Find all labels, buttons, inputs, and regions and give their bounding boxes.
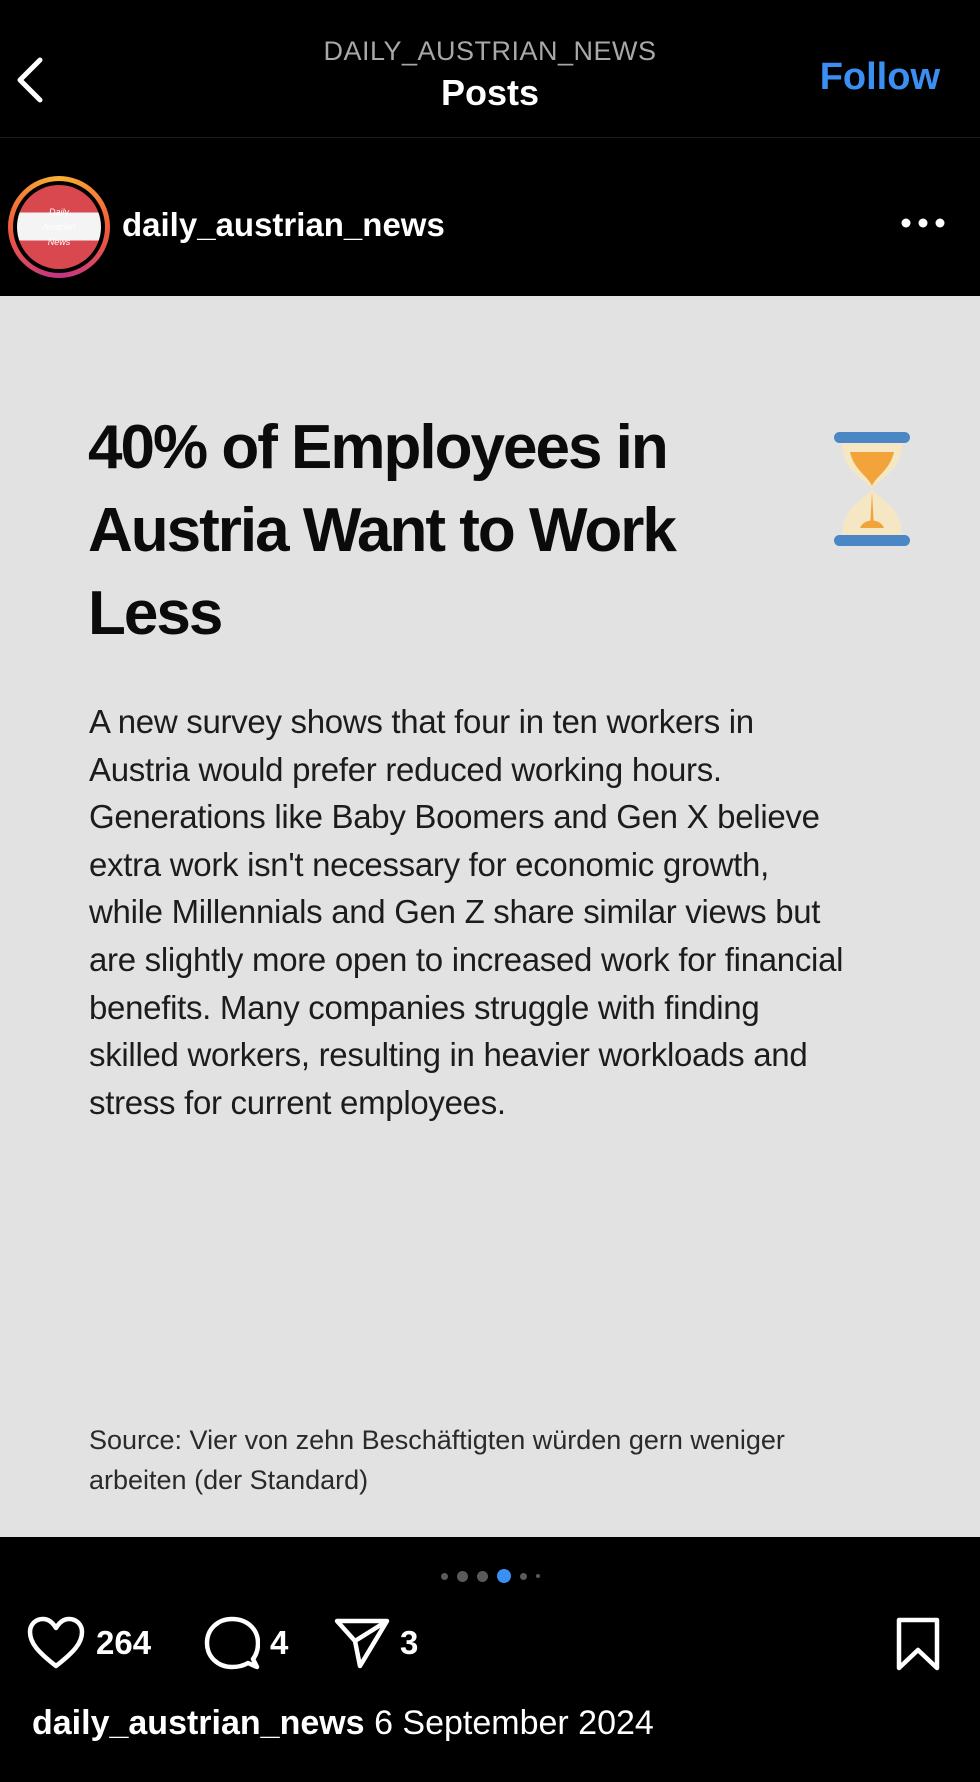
share-button[interactable]: [334, 1615, 418, 1671]
carousel-indicator: [0, 1568, 980, 1584]
post-body-text: A new survey shows that four in ten workers in Austria would prefer reduced working hours. Generations like Baby Boomers and Gen X believe extra work isn't necessary for economic growth, while Millennials and Gen Z share similar views but are slightly more open to increased work for financial benefits. Many companies struggle with finding skilled workers, resulting in heavier workloads and stress for current employees.: [89, 703, 844, 1121]
carousel-dot: [477, 1571, 488, 1582]
header-divider: [0, 137, 980, 138]
like-count: 264: [96, 1624, 152, 1661]
like-button[interactable]: [26, 1615, 151, 1671]
avatar-text-bottom: News: [47, 237, 71, 247]
comment-count: 4: [270, 1624, 289, 1661]
bookmark-icon: [894, 1616, 942, 1672]
comment-icon: [204, 1615, 260, 1671]
send-icon: [334, 1616, 390, 1670]
hourglass-icon: [832, 430, 912, 548]
avatar-image: [17, 185, 101, 269]
post-headline: 40% of Employees in Austria Want to Work Less: [88, 413, 675, 648]
more-options-button[interactable]: [900, 208, 946, 238]
carousel-dot-active: [497, 1569, 511, 1583]
avatar-ring-gap: [13, 181, 105, 273]
carousel-dot: [457, 1571, 468, 1582]
page-title: Posts: [440, 72, 540, 113]
account-label: DAILY_AUSTRIAN_NEWS: [323, 36, 657, 66]
caption-username[interactable]: daily_austrian_news: [32, 1704, 365, 1742]
carousel-dot: [441, 1573, 448, 1580]
caption: [32, 1704, 654, 1743]
post-username[interactable]: daily_austrian_news: [122, 206, 445, 243]
save-button[interactable]: [894, 1616, 942, 1672]
comment-button[interactable]: [204, 1615, 288, 1671]
avatar-text-mid: Austrian: [42, 222, 76, 232]
heart-icon: [26, 1616, 86, 1670]
post-date: 6 September 2024: [374, 1704, 654, 1742]
post-image[interactable]: [0, 296, 980, 1537]
post-source: Source: Vier von zehn Beschäftigten würden gern weniger arbeiten (der Standard): [89, 1425, 785, 1495]
carousel-dot: [520, 1573, 527, 1580]
follow-button[interactable]: Follow: [819, 56, 940, 98]
more-horizontal-icon: [900, 208, 946, 238]
avatar[interactable]: [8, 176, 110, 278]
avatar-text-top: Daily: [48, 207, 69, 217]
carousel-dot: [536, 1574, 540, 1578]
share-count: 3: [400, 1624, 419, 1661]
